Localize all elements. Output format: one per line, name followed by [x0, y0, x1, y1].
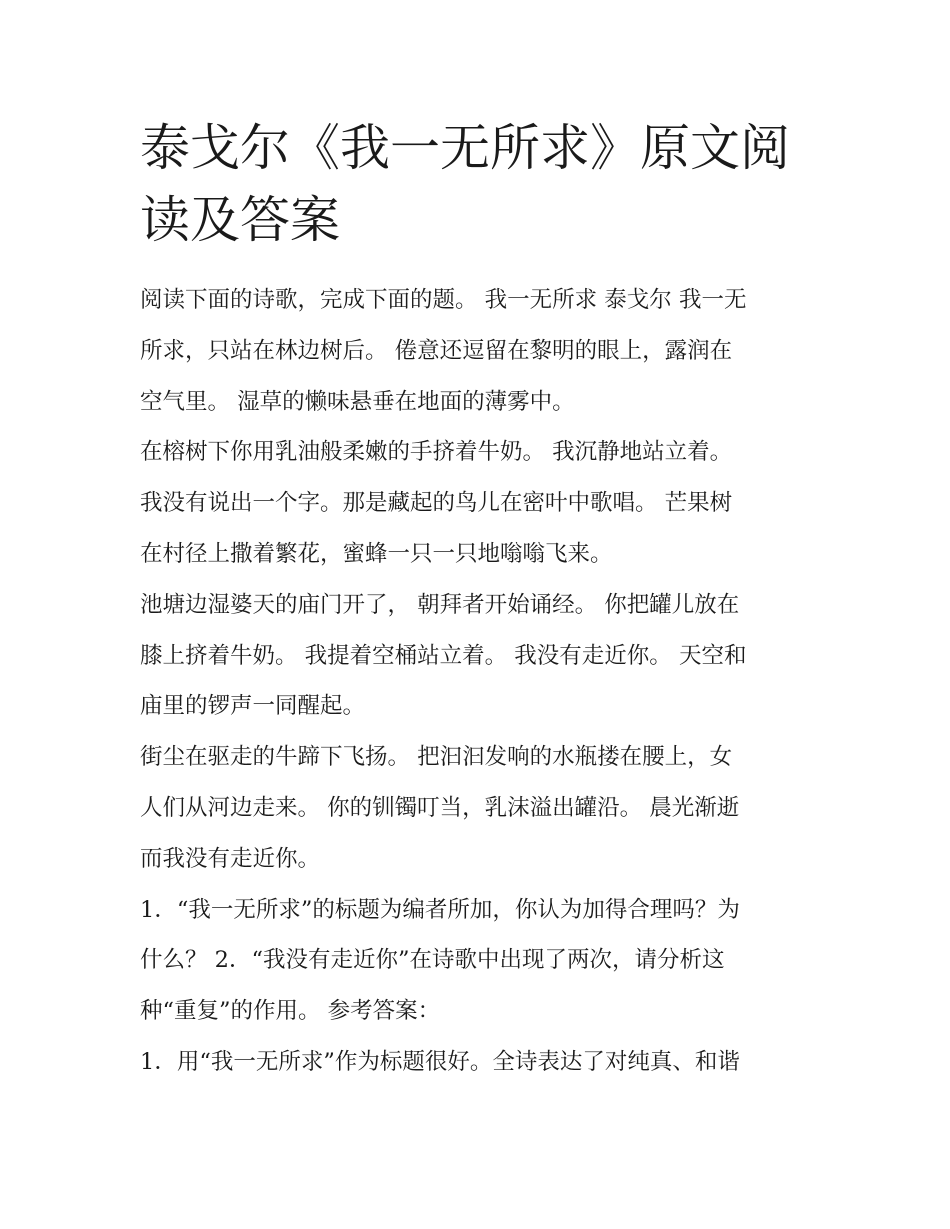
body-line: 阅读下面的诗歌，完成下面的题。 我一无所求 泰戈尔 我一无: [140, 287, 747, 313]
body-line: 人们从河边走来。 你的钏镯叮当，乳沫溢出罐沿。 晨光渐逝: [140, 794, 740, 821]
body-line: 街尘在驱走的牛蹄下飞扬。 把汩汩发响的水瓶搂在腰上，女: [140, 744, 733, 771]
body-line: 在村径上撒着繁花，蜜蜂一只一只地嗡嗡飞来。: [140, 540, 613, 567]
document-title: [140, 112, 820, 256]
body-line: 我没有说出一个字。那是藏起的鸟儿在密叶中歌唱。 芒果树: [140, 490, 733, 517]
body-line: 空气里。 湿草的懒味悬垂在地面的薄雾中。: [140, 388, 575, 415]
body-line: 所求，只站在林边树后。 倦意还逗留在黎明的眼上，露润在: [140, 337, 733, 364]
body-line: 而我没有走近你。: [140, 845, 321, 872]
body-line: 在榕树下你用乳油般柔嫩的手挤着牛奶。 我沉静地站立着。: [140, 439, 733, 466]
answer-line: 1．用“我一无所求”作为标题很好。全诗表达了对纯真、和谐: [140, 1048, 740, 1075]
title-line: 读及答案: [140, 191, 340, 249]
document-body: [140, 275, 820, 1088]
question-line: 种“重复”的作用。 参考答案：: [140, 998, 441, 1025]
question-line: 1．“我一无所求”的标题为编者所加，你认为加得合理吗？为: [140, 896, 740, 923]
body-line: 池塘边湿婆天的庙门开了， 朝拜者开始诵经。 你把罐儿放在: [140, 591, 740, 618]
question-line: 什么？ 2．“我没有走近你”在诗歌中出现了两次，请分析这: [140, 947, 725, 974]
title-line: 泰戈尔《我一无所求》原文阅: [140, 119, 790, 177]
body-line: 庙里的锣声一同醒起。: [140, 693, 366, 720]
body-line: 膝上挤着牛奶。 我提着空桶站立着。 我没有走近你。 天空和: [140, 642, 747, 669]
